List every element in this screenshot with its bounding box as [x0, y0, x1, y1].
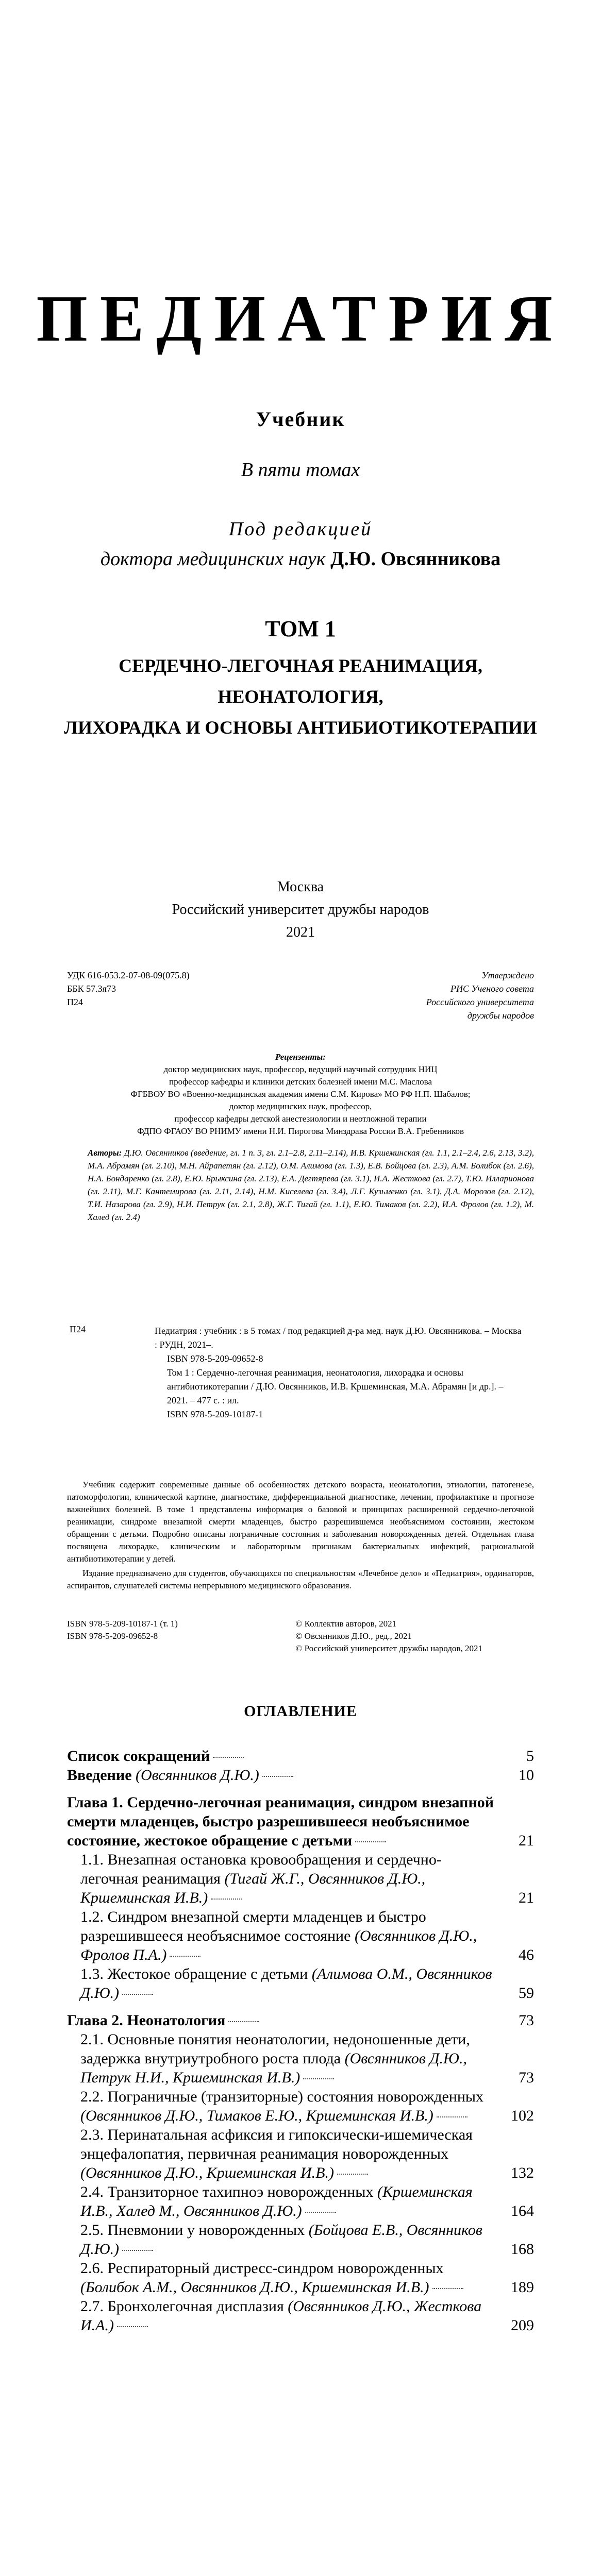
- annotation: [67, 1479, 534, 1594]
- reviewer-line: ФГБВОУ ВО «Военно-медицинская академия имени С.М. Кирова» МО РФ Н.П. Шабалов;: [130, 1089, 471, 1099]
- udk-line: УДК 616-053.2-07-08-09(075.8): [67, 970, 190, 980]
- toc-entry-page: 73: [519, 2069, 534, 2086]
- reviewer-line: профессор кафедры детской анестезиологии и неотложной терапии: [174, 1114, 427, 1124]
- volume-title-line: СЕРДЕЧНО-ЛЕГОЧНАЯ РЕАНИМАЦИЯ,: [119, 655, 482, 676]
- toc-entry-title-text: 2.3. Перинатальная асфиксия и гипоксически-ишемическая энцефалопатия, первичная реанимация новорожденных: [80, 2126, 473, 2162]
- year: 2021: [286, 924, 315, 940]
- toc-chapter-entry[interactable]: [67, 1747, 534, 1766]
- toc-heading: ОГЛАВЛЕНИЕ: [244, 1703, 357, 1720]
- editor-line: [0, 548, 601, 570]
- editor-prefix: доктора медицинских наук: [100, 548, 326, 570]
- toc-entry-title-text: 2.4. Транзиторное тахипноэ новорожденных: [80, 2183, 374, 2200]
- isbn-line: ISBN 978-5-209-10187-1 (т. 1): [67, 1619, 178, 1629]
- city: Москва: [277, 879, 324, 895]
- toc-entry-page: 209: [511, 2317, 534, 2334]
- toc-section-entry[interactable]: [67, 1907, 534, 1964]
- toc-chapter-entry[interactable]: [67, 1766, 534, 1785]
- toc-entry-authors: (Болибок А.М., Овсянников Д.Ю., Кршеминская И.В.): [80, 2279, 429, 2296]
- volumes-note: В пяти томах: [241, 459, 360, 481]
- toc-entry-title: [67, 2011, 498, 2030]
- toc-leader-dots: [170, 1956, 201, 1957]
- annotation-paragraph: Издание предназначено для студентов, обучающихся по специальностям «Лечебное дело» и «Педиатрия», ординаторов, аспирантов, слушателей системы непрерывного медицинского образования.: [67, 1568, 534, 1590]
- toc-entry-title-text: Глава 2. Неонатология: [67, 2012, 226, 2029]
- toc-leader-dots: [122, 2250, 153, 2251]
- reviewer-line: ФДПО ФГАОУ ВО РНИМУ имени Н.И. Пирогова Минздрава России В.А. Гребенников: [137, 1126, 464, 1136]
- toc-entry-authors: (Овсянников Д.Ю.): [136, 1767, 259, 1784]
- toc-entry-authors: (Овсянников Д.Ю., Тимаков Е.Ю., Кршеминская И.В.): [80, 2107, 433, 2124]
- catalog-line: Педиатрия : учебник : в 5 томах / под редакцией д-ра мед. наук Д.Ю. Овсянникова. – Москва : РУДН, 2021–.: [155, 1326, 522, 1350]
- toc-section-entry[interactable]: [67, 1964, 534, 2003]
- toc-entry-title-text: Глава 1. Сердечно-легочная реанимация, синдром внезапной смерти младенцев, быстро разрешившееся необъяснимое состояние, жестокое обращение с детьми: [67, 1794, 494, 1849]
- toc-entry-title: [80, 2030, 498, 2087]
- approved-line: дружбы народов: [467, 1010, 534, 1021]
- toc-leader-dots: [437, 2116, 468, 2117]
- toc-entry-authors: (Овсянников Д.Ю., Петрук Н.И., Кршеминская И.В.): [80, 2050, 467, 2086]
- toc-entry-page: 189: [511, 2279, 534, 2296]
- catalog-record: [155, 1324, 524, 1421]
- toc-leader-dots: [305, 2212, 336, 2213]
- toc-chapter-entry[interactable]: [67, 2011, 534, 2030]
- publisher-block: [0, 876, 601, 944]
- authors-block: [88, 1146, 534, 1224]
- volume-number: ТОМ 1: [265, 616, 336, 641]
- copyright-block: [296, 1618, 483, 1655]
- copyright-line: © Овсянников Д.Ю., ред., 2021: [295, 1631, 412, 1641]
- toc-entry-title: [80, 1907, 498, 1964]
- toc-entry-page: 46: [519, 1946, 534, 1963]
- toc-section-entry[interactable]: [67, 2030, 534, 2087]
- toc-section-entry[interactable]: [67, 1850, 534, 1907]
- volume-title-line: НЕОНАТОЛОГИЯ,: [218, 686, 383, 707]
- toc-entry-title: [67, 1793, 498, 1850]
- toc-entry-authors: (Овсянников Д.Ю., Кршеминская И.В.): [80, 2164, 334, 2181]
- reviewer-line: доктор медицинских наук, профессор,: [229, 1101, 372, 1111]
- toc-entry-authors: (Кршеминская И.В., Халед М., Овсянников Д.Ю.): [80, 2183, 473, 2219]
- toc-entry-page: 73: [519, 2012, 534, 2029]
- edited-by: Под редакцией: [228, 518, 373, 540]
- toc-leader-dots: [117, 2326, 148, 2327]
- approved-line: Российского университета: [426, 997, 534, 1007]
- toc-leader-dots: [432, 2288, 463, 2289]
- toc-entry-page: 102: [511, 2107, 534, 2124]
- catalog-line: ISBN 978-5-209-09652-8: [167, 1353, 263, 1364]
- toc-leader-dots: [337, 2174, 368, 2175]
- toc-entry-title: [80, 2182, 498, 2221]
- toc-leader-dots: [122, 1994, 153, 1995]
- toc-entry-page: 132: [511, 2164, 534, 2181]
- toc-leader-dots: [355, 1841, 386, 1842]
- toc-entry-title: [80, 2087, 498, 2125]
- annotation-paragraph: Учебник содержит современные данные об особенностях детского возраста, неонатологии, этиологии, патогенезе, патоморфологии, клинической картине, диагностике, дифференциальной диагностике, лечении, профилактике и прогнозе важнейших болезней. В томе 1 представлены информация о базовой и принципах расширенной сердечно-легочной реанимации, синдроме внезапной смерти младенцев, быстро разрешившемся необъяснимом состоянии, жестоком обращении с детьми. Подробно описаны пограничные состояния и заболевания новорожденных детей. Отдельная глава посвящена лихорадке, клиническим и лабораторным признакам бактериальных инфекций, рациональной антибиотикотерапии у детей.: [67, 1480, 534, 1564]
- reviewers-label: Рецензенты:: [275, 1052, 326, 1062]
- toc-entry-title: [80, 1964, 498, 2003]
- isbn-line: ISBN 978-5-209-09652-8: [67, 1631, 158, 1641]
- toc-entry-page: 21: [519, 1889, 534, 1906]
- reviewer-line: доктор медицинских наук, профессор, ведущий научный сотрудник НИЦ: [163, 1064, 438, 1074]
- authors-label: Авторы:: [88, 1148, 122, 1158]
- publisher-name: Российский университет дружбы народов: [172, 902, 429, 918]
- toc-entry-title: [80, 1850, 498, 1907]
- toc-entry-title: [80, 2221, 498, 2259]
- toc-entry-page: 5: [526, 1748, 534, 1765]
- udk-line: П24: [67, 997, 83, 1007]
- catalog-line: Том 1 : Сердечно-легочная реанимация, неонатология, лихорадка и основы антибиотикотерапии / Д.Ю. Овсянников, И.В. Кршеминская, М.А. Абрамян [и др.]. – 2021. – 477 с. : ил.: [167, 1367, 504, 1405]
- toc-entry-title: [80, 2297, 498, 2335]
- reviewer-line: профессор кафедры и клиники детских болезней имени М.С. Маслова: [169, 1077, 432, 1087]
- toc-entry-page: 21: [519, 1832, 534, 1849]
- catalog-line: ISBN 978-5-209-10187-1: [167, 1409, 263, 1419]
- toc-entry-title-text: 2.2. Пограничные (транзиторные) состояния новорожденных: [80, 2088, 484, 2105]
- toc-entry-title-text: Введение: [67, 1767, 132, 1784]
- toc-leader-dots: [262, 1776, 293, 1777]
- copyright-line: © Коллектив авторов, 2021: [295, 1619, 397, 1629]
- toc-entry-title-text: 1.1. Внезапная остановка кровообращения и сердечно-легочная реанимация: [80, 1851, 442, 1887]
- toc-entry-authors: (Тигай Ж.Г., Овсянников Д.Ю., Кршеминская И.В.): [80, 1870, 426, 1906]
- toc-entry-page: 164: [511, 2202, 534, 2219]
- toc-leader-dots: [228, 2021, 259, 2022]
- approved-block: [426, 969, 534, 1022]
- toc-entry-title-text: 1.3. Жестокое обращение с детьми: [80, 1965, 308, 1982]
- toc-entry-page: 59: [519, 1985, 534, 2002]
- editor-name: Д.Ю. Овсянникова: [330, 548, 501, 570]
- book-title: ПЕДИАТРИЯ: [36, 282, 565, 355]
- toc-entry-authors: (Бойцова Е.В., Овсянников Д.Ю.): [80, 2222, 482, 2258]
- toc-section-entry[interactable]: [67, 2087, 534, 2125]
- toc-entry-title: [80, 2259, 498, 2297]
- toc-section-entry[interactable]: [67, 2221, 534, 2259]
- volume-title-line: ЛИХОРАДКА И ОСНОВЫ АНТИБИОТИКОТЕРАПИИ: [64, 717, 537, 738]
- toc-list-part1: [67, 1747, 534, 2335]
- isbn-block: [67, 1618, 178, 1642]
- toc-leader-dots: [213, 1757, 244, 1758]
- catalog-code: П24: [70, 1324, 86, 1334]
- authors-text: Д.Ю. Овсянников (введение, гл. 1 п. 3, гл. 2.1–2.8, 2.11–2.14), И.В. Кршеминская (гл. 1.1, 2.1–2.4, 2.6, 2.13, 3.2), М.А. Абрамян (гл. 2.10), М.Н. Айрапетян (гл. 2.12), О.М. Алимова (гл. 1.3), Е.В. Бойцова (гл. 2.3), А.М. Болибок (гл. 2.6), Н.А. Бондаренко (гл. 2.8), Е.Ю. Брыксина (гл. 2.13), Е.А. Дегтярева (гл. 3.1), И.А. Жесткова (гл. 2.7), Т.Ю. Илларионова (гл. 2.11), М.Г. Кантемирова (гл. 2.11, 2.14), Н.М. Киселева (гл. 3.4), Л.Г. Кузьменко (гл. 3.1), Д.А. Морозов (гл. 2.12), Т.И. Назарова (гл. 2.9), Н.И. Петрук (гл. 2.1, 2.8), Ж.Г. Тигай (гл. 1.1), Е.Ю. Тимаков (гл. 2.2), И.А. Фролов (гл. 1.2), М. Халед (гл. 2.4): [88, 1148, 535, 1222]
- udk-line: ББК 57.3я73: [67, 984, 116, 994]
- toc-section-entry[interactable]: [67, 2182, 534, 2221]
- toc-entry-title-text: 2.5. Пневмонии у новорожденных: [80, 2222, 305, 2239]
- approved-line: Утверждено: [481, 970, 534, 980]
- toc-section-entry[interactable]: [67, 2297, 534, 2335]
- toc-entry-page: 10: [519, 1767, 534, 1784]
- toc-entry-page: 168: [511, 2241, 534, 2258]
- toc-leader-dots: [303, 2078, 334, 2079]
- toc-entry-title: [67, 1766, 498, 1785]
- toc-entry-authors: (Овсянников Д.Ю., Фролов П.А.): [80, 1927, 477, 1963]
- toc-leader-dots: [211, 1899, 242, 1900]
- toc-section-entry[interactable]: [67, 2259, 534, 2297]
- approved-line: РИС Ученого совета: [450, 984, 534, 994]
- toc-entry-title-text: Список сокращений: [67, 1748, 210, 1765]
- toc-entry-authors: (Овсянников Д.Ю., Жесткова И.А.): [80, 2298, 482, 2334]
- toc-entry-authors: (Алимова О.М., Овсянников Д.Ю.): [80, 1965, 492, 2002]
- toc-entry-title-text: 1.2. Синдром внезапной смерти младенцев и быстро разрешившееся необъяснимое состояние: [80, 1908, 426, 1944]
- toc-section-entry[interactable]: [67, 2125, 534, 2182]
- toc-chapter-entry[interactable]: [67, 1793, 534, 1850]
- copyright-line: © Российский университет дружбы народов, 2021: [295, 1643, 482, 1653]
- toc-entry-title-text: 2.7. Бронхолегочная дисплазия: [80, 2298, 284, 2315]
- book-type: Учебник: [256, 408, 345, 431]
- toc-entry-title: [80, 2125, 498, 2182]
- toc-entry-title-text: 2.1. Основные понятия неонатологии, недоношенные дети, задержка внутриутробного роста плода: [80, 2031, 470, 2067]
- reviewers-block: [67, 1051, 534, 1138]
- volume-title: [0, 650, 601, 743]
- udk-block: [67, 969, 190, 1009]
- toc-entry-title-text: 2.6. Респираторный дистресс-синдром новорожденных: [80, 2260, 444, 2277]
- toc-entry-title: [67, 1747, 498, 1766]
